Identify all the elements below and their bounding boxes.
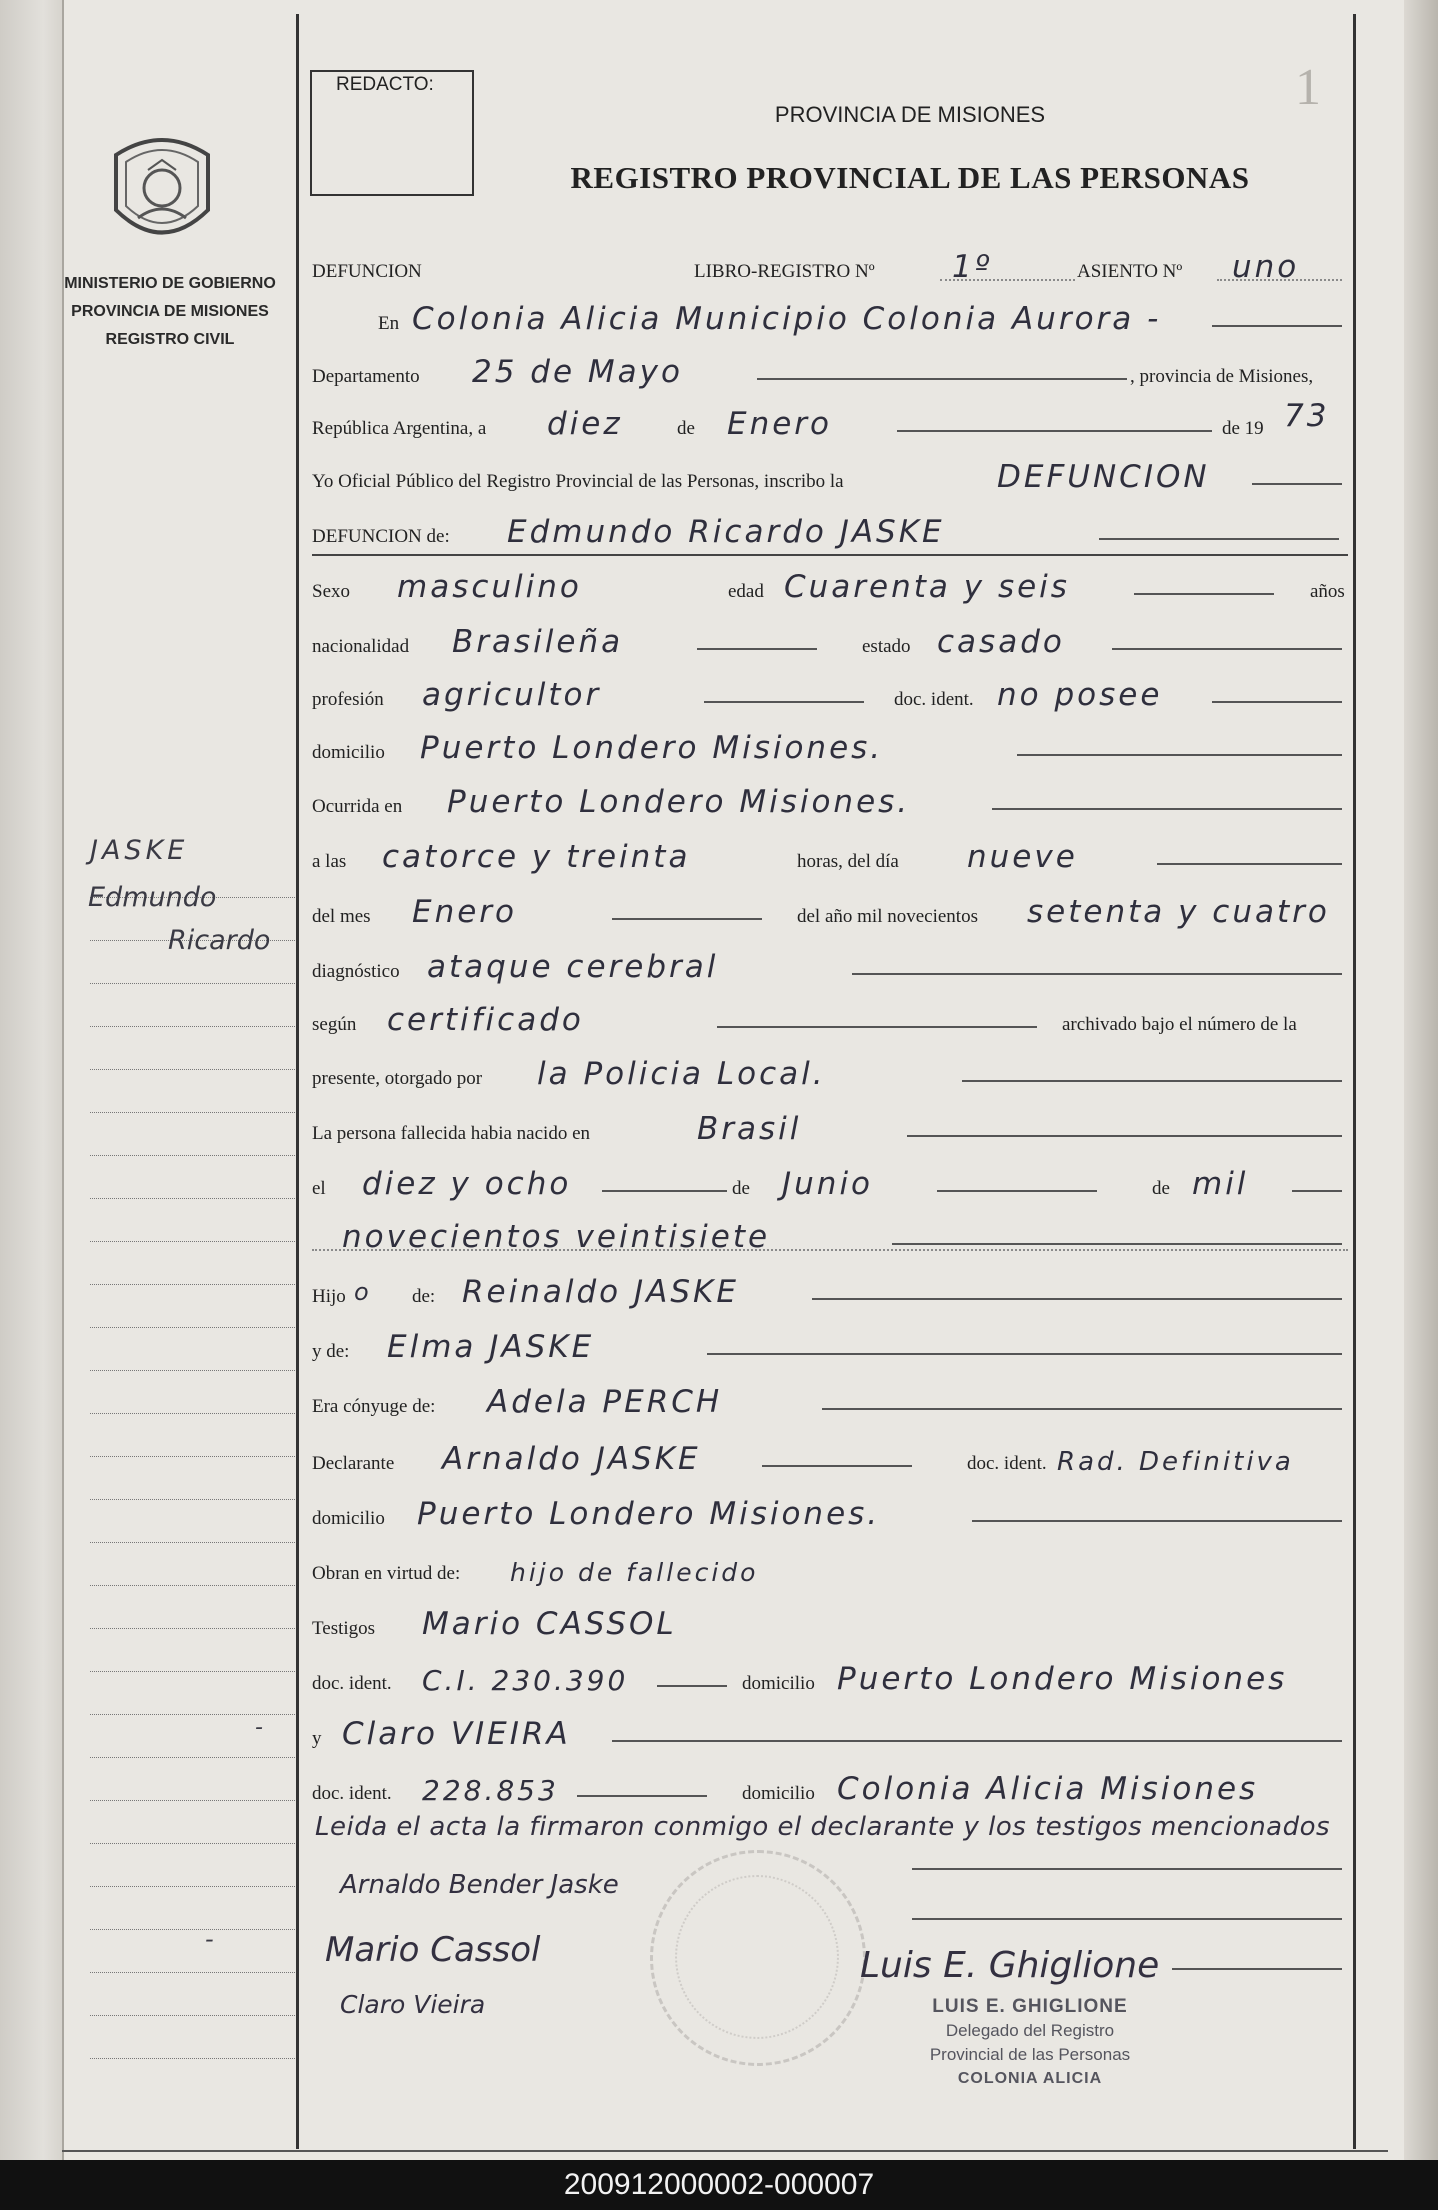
t1-doc-label: doc. ident. (312, 1673, 392, 1694)
page-number: 1 (1295, 59, 1321, 116)
nacido-value: Brasil (697, 1111, 802, 1147)
alas-label: a las (312, 851, 347, 872)
edad-value: Cuarenta y seis (784, 569, 1070, 605)
t1-dom-value: Puerto Londero Misiones (837, 1661, 1288, 1697)
declarante-label: Declarante (312, 1453, 395, 1474)
row-hijo (312, 1270, 1348, 1314)
testigo2-value: Claro VIEIRA (342, 1716, 571, 1752)
margin-mark: - (205, 1925, 214, 1953)
dia-value: diez (547, 406, 623, 442)
asiento-label: ASIENTO Nº (1077, 261, 1183, 282)
row-declarante (312, 1437, 1348, 1481)
row-nacido (312, 1107, 1348, 1151)
hijo-de-label: de: (412, 1286, 436, 1307)
row-yde (312, 1325, 1348, 1369)
departamento-label: Departamento (312, 366, 420, 387)
de2-label: de (732, 1178, 750, 1199)
oficial-value: DEFUNCION (997, 459, 1210, 495)
testigos-label: Testigos (312, 1618, 376, 1639)
asiento-value: uno (1232, 249, 1300, 285)
redacto-label: REDACTO: (336, 74, 434, 95)
signature-official: Luis E. Ghiglione (860, 1945, 1160, 1986)
page-right-edge (1404, 0, 1438, 2160)
de3-label: de (1152, 1178, 1170, 1199)
declarante-value: Arnaldo JASKE (442, 1441, 701, 1477)
nacido-label: La persona fallecida habia nacido en (312, 1123, 590, 1144)
edad-label: edad (728, 581, 764, 602)
row-novecientos (312, 1215, 1348, 1259)
delmes-value: Enero (412, 894, 518, 930)
mes-value: Enero (727, 406, 833, 442)
el-label: el (312, 1178, 326, 1199)
province-title: PROVINCIA DE MISIONES (774, 102, 1046, 127)
en-value: Colonia Alicia Municipio Colonia Aurora - (412, 301, 1162, 337)
presente-label: presente, otorgado por (312, 1068, 483, 1089)
closing-text: Leida el acta la firmaron conmigo el declarante y los testigos mencionados (315, 1812, 1331, 1842)
obran-label: Obran en virtud de: (312, 1563, 461, 1584)
hijo-de-value: Reinaldo JASKE (462, 1274, 739, 1310)
y-label: y (312, 1728, 322, 1749)
official-block (880, 1995, 1180, 2091)
row-defuncion-de (312, 510, 1348, 556)
decl-dom-label: domicilio (312, 1508, 385, 1529)
republica-label: República Argentina, a (312, 418, 487, 439)
t1-dom-label: domicilio (742, 1673, 815, 1694)
signature-testigo1: Mario Cassol (325, 1930, 541, 1970)
delmes-label: del mes (312, 906, 371, 927)
yde-value: Elma JASKE (387, 1329, 595, 1365)
row-segun (312, 998, 1348, 1042)
estado-label: estado (862, 636, 911, 657)
row-oficial (312, 455, 1348, 499)
de2-value: Junio (782, 1166, 874, 1202)
ocurrida-label: Ocurrida en (312, 796, 403, 817)
delanio-label: del año mil novecientos (797, 906, 978, 927)
row-decl-domicilio (312, 1492, 1348, 1536)
ministry-block (50, 270, 290, 354)
signature-declarante: Arnaldo Bender Jaske (340, 1870, 619, 1900)
row-fecha (312, 398, 1348, 446)
row-presente (312, 1052, 1348, 1096)
hijo-label: Hijo (312, 1286, 346, 1307)
row-delmes (312, 890, 1348, 934)
row-en (312, 297, 1348, 341)
row-t2-doc (312, 1767, 1348, 1811)
testigo1-value: Mario CASSOL (422, 1606, 677, 1642)
decl-dom-value: Puerto Londero Misiones. (417, 1496, 881, 1532)
row-el (312, 1162, 1348, 1206)
obran-value: hijo de fallecido (510, 1558, 759, 1587)
official-title: Delegado del Registro (945, 2021, 1115, 2040)
bottom-border (62, 2150, 1388, 2152)
margin-firstname: Edmundo (88, 882, 217, 913)
official-name: LUIS E. GHIGLIONE (932, 1996, 1128, 2017)
estado-value: casado (937, 624, 1065, 660)
row-sign-line-1 (312, 1890, 1348, 1934)
official-place: COLONIA ALICIA (957, 2070, 1103, 2087)
margin-mark: - (255, 1715, 263, 1740)
defuncion-de-label: DEFUNCION de: (312, 526, 450, 547)
delanio-value: setenta y cuatro (1027, 894, 1330, 930)
t2-doc-label: doc. ident. (312, 1783, 392, 1804)
ministry-line: MINISTERIO DE GOBIERNO (64, 275, 276, 292)
row-sign-line-2 (312, 1940, 1348, 1984)
row-conyuge (312, 1380, 1348, 1424)
row-sexo (312, 565, 1348, 609)
hijo-suffix: o (354, 1278, 372, 1306)
en-label: En (378, 313, 400, 334)
archive-id-footer: 200912000002-000007 (0, 2160, 1438, 2210)
row-nacionalidad (312, 620, 1348, 664)
row-testigo2 (312, 1712, 1348, 1756)
row-diagnostico (312, 945, 1348, 989)
horas-label: horas, del día (797, 851, 899, 872)
margin-lines (90, 855, 295, 2059)
libro-value: 1º (952, 249, 993, 285)
horas-value: nueve (967, 839, 1078, 875)
provincia-label: , provincia de Misiones, (1130, 366, 1314, 387)
novecientos-value: novecientos veintisiete (342, 1219, 771, 1255)
margin-secondname: Ricardo (168, 925, 271, 956)
conyuge-label: Era cónyuge de: (312, 1396, 436, 1417)
row-obran (312, 1547, 1348, 1591)
doc-value: no posee (997, 677, 1163, 713)
official-title: Provincial de las Personas (929, 2045, 1131, 2064)
profesion-value: agricultor (422, 677, 602, 713)
row-ocurrida (312, 780, 1348, 824)
row-libro (312, 245, 1348, 289)
de3-value: mil (1192, 1166, 1249, 1202)
row-profesion (312, 673, 1348, 717)
row-alas (312, 835, 1348, 879)
departamento-value: 25 de Mayo (472, 354, 683, 390)
anio-value: 73 (1284, 398, 1330, 434)
anio-label: de 19 (1222, 418, 1264, 439)
margin-divider (296, 14, 299, 2149)
ministry-line: REGISTRO CIVIL (105, 331, 235, 348)
t2-dom-value: Colonia Alicia Misiones (837, 1771, 1259, 1807)
diagnostico-label: diagnóstico (312, 961, 400, 982)
anios-label: años (1310, 581, 1345, 602)
profesion-label: profesión (312, 689, 384, 710)
defuncion-label: DEFUNCION (312, 261, 422, 282)
diagnostico-value: ataque cerebral (427, 949, 719, 985)
sexo-label: Sexo (312, 581, 350, 602)
oficial-label: Yo Oficial Público del Registro Provincial de las Personas, inscribo la (312, 471, 844, 492)
segun-value: certificado (387, 1002, 584, 1038)
archivado-label: archivado bajo el número de la (1062, 1014, 1297, 1035)
conyuge-value: Adela PERCH (487, 1384, 723, 1420)
nacionalidad-value: Brasileña (452, 624, 624, 660)
registry-title: REGISTRO PROVINCIAL DE LAS PERSONAS (570, 160, 1250, 195)
alas-value: catorce y treinta (382, 839, 691, 875)
doc-label: doc. ident. (894, 689, 974, 710)
nacionalidad-label: nacionalidad (312, 636, 410, 657)
province-seal-icon (108, 130, 216, 255)
signature-testigo2: Claro Vieira (340, 1990, 486, 2019)
redacto-box (310, 70, 474, 196)
domicilio-value: Puerto Londero Misiones. (420, 730, 884, 766)
t1-doc-value: C.I. 230.390 (422, 1664, 629, 1697)
margin-surname: JASKE (90, 835, 189, 866)
row-testigos (312, 1602, 1348, 1646)
row-domicilio (312, 726, 1348, 770)
presente-value: la Policia Local. (537, 1056, 826, 1092)
row-departamento (312, 350, 1348, 394)
t2-doc-value: 228.853 (422, 1774, 559, 1807)
decl-doc-label: doc. ident. (967, 1453, 1047, 1474)
de-label: de (677, 418, 695, 439)
libro-label: LIBRO-REGISTRO Nº (694, 261, 875, 282)
defuncion-de-value: Edmundo Ricardo JASKE (507, 514, 945, 550)
ministry-line: PROVINCIA DE MISIONES (71, 303, 269, 320)
el-value: diez y ocho (362, 1166, 572, 1202)
row-t1-doc (312, 1657, 1348, 1701)
decl-doc-value: Rad. Definitiva (1057, 1447, 1294, 1477)
yde-label: y de: (312, 1341, 350, 1362)
segun-label: según (312, 1014, 357, 1035)
t2-dom-label: domicilio (742, 1783, 815, 1804)
ocurrida-value: Puerto Londero Misiones. (447, 784, 911, 820)
right-border (1353, 14, 1356, 2149)
domicilio-label: domicilio (312, 742, 385, 763)
sexo-value: masculino (397, 569, 582, 605)
